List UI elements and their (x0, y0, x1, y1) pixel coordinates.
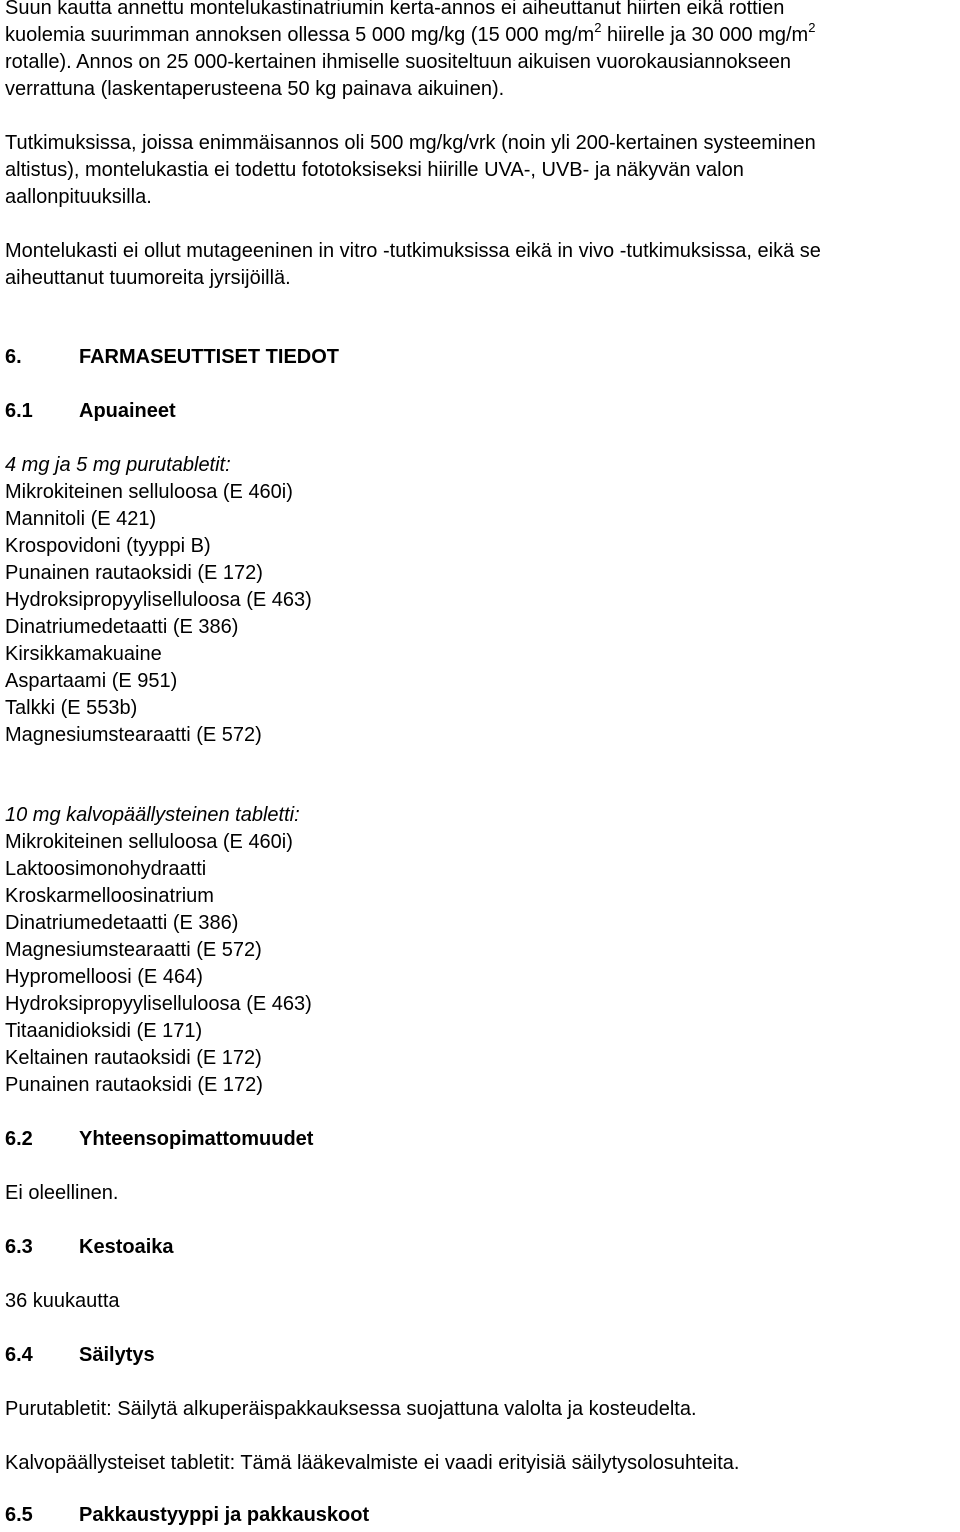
intro-line-2-middle: hiirelle ja 30 000 mg/m (601, 24, 809, 46)
list-item: Mikrokiteinen selluloosa (E 460i) (5, 481, 293, 503)
section-number: 6.2 (5, 1128, 33, 1150)
list-item: Dinatriumedetaatti (E 386) (5, 616, 239, 638)
list-item: Hydroksipropyyliselluloosa (E 463) (5, 993, 312, 1015)
intro-line-4: verrattuna (laskentaperusteena 50 kg painava aikuinen). (5, 78, 505, 100)
list-item: Talkki (E 553b) (5, 697, 138, 719)
intro-line-2 (5, 22, 815, 49)
section-title: FARMASEUTTISET TIEDOT (79, 346, 339, 368)
phototox-line-3: aallonpituuksilla. (5, 186, 152, 208)
intro-line-2-text: kuolemia suurimman annoksen ollessa 5 000 mg/kg (15 000 mg/m (5, 24, 595, 46)
list-item: Punainen rautaoksidi (E 172) (5, 1074, 263, 1096)
section-6-heading (5, 344, 339, 371)
section-6-4-heading (5, 1342, 155, 1369)
section-title: Pakkaustyyppi ja pakkauskoot (79, 1504, 370, 1526)
section-number: 6.3 (5, 1236, 33, 1258)
section-6-1-heading (5, 398, 176, 425)
list-item: Kirsikkamakuaine (5, 643, 162, 665)
film-coated-tablet-heading: 10 mg kalvopäällysteinen tabletti: (5, 804, 300, 826)
section-6-3-heading (5, 1234, 174, 1261)
section-6-2-heading (5, 1126, 313, 1153)
section-6-4-text-film: Kalvopäällysteiset tabletit: Tämä lääkevalmiste ei vaadi erityisiä säilytysolosuhteita. (5, 1452, 740, 1474)
section-6-3-text: 36 kuukautta (5, 1290, 120, 1312)
section-6-4-text-chewable: Purutabletit: Säilytä alkuperäispakkauksessa suojattuna valolta ja kosteudelta. (5, 1398, 697, 1420)
list-item: Titaanidioksidi (E 171) (5, 1020, 203, 1042)
list-item: Mannitoli (E 421) (5, 508, 157, 530)
list-item: Punainen rautaoksidi (E 172) (5, 562, 263, 584)
mutagen-line-2: aiheuttanut tuumoreita jyrsijöillä. (5, 267, 291, 289)
section-title: Säilytys (79, 1344, 155, 1366)
section-6-2-text: Ei oleellinen. (5, 1182, 119, 1204)
list-item: Kroskarmelloosinatrium (5, 885, 214, 907)
list-item: Dinatriumedetaatti (E 386) (5, 912, 239, 934)
section-title: Apuaineet (79, 400, 176, 422)
section-6-5-heading (5, 1502, 369, 1529)
section-number: 6.5 (5, 1504, 33, 1526)
phototox-line-1: Tutkimuksissa, joissa enimmäisannos oli 500 mg/kg/vrk (noin yli 200-kertainen systeeminen (5, 132, 816, 154)
section-number: 6. (5, 346, 22, 368)
section-title: Yhteensopimattomuudet (79, 1128, 314, 1150)
intro-line-1: Suun kautta annettu montelukastinatriumin kerta-annos ei aiheuttanut hiirten eikä rottien (5, 0, 785, 19)
superscript-2: 2 (594, 20, 602, 35)
section-number: 6.1 (5, 400, 33, 422)
superscript-2: 2 (808, 20, 816, 35)
intro-line-3: rotalle). Annos on 25 000-kertainen ihmiselle suositeltuun aikuisen vuorokausiannokseen (5, 51, 792, 73)
section-title: Kestoaika (79, 1236, 174, 1258)
list-item: Aspartaami (E 951) (5, 670, 178, 692)
list-item: Mikrokiteinen selluloosa (E 460i) (5, 831, 293, 853)
list-item: Hypromelloosi (E 464) (5, 966, 203, 988)
list-item: Magnesiumstearaatti (E 572) (5, 939, 262, 961)
phototox-line-2: altistus), montelukastia ei todettu fototoksiseksi hiirille UVA-, UVB- ja näkyvän valon (5, 159, 744, 181)
section-number: 6.4 (5, 1344, 33, 1366)
chewable-tablets-heading: 4 mg ja 5 mg purutabletit: (5, 454, 231, 476)
list-item: Laktoosimonohydraatti (5, 858, 207, 880)
mutagen-line-1: Montelukasti ei ollut mutageeninen in vitro -tutkimuksissa eikä in vivo -tutkimuksissa, eikä se (5, 240, 821, 262)
list-item: Magnesiumstearaatti (E 572) (5, 724, 262, 746)
list-item: Keltainen rautaoksidi (E 172) (5, 1047, 262, 1069)
list-item: Hydroksipropyyliselluloosa (E 463) (5, 589, 312, 611)
list-item: Krospovidoni (tyyppi B) (5, 535, 211, 557)
